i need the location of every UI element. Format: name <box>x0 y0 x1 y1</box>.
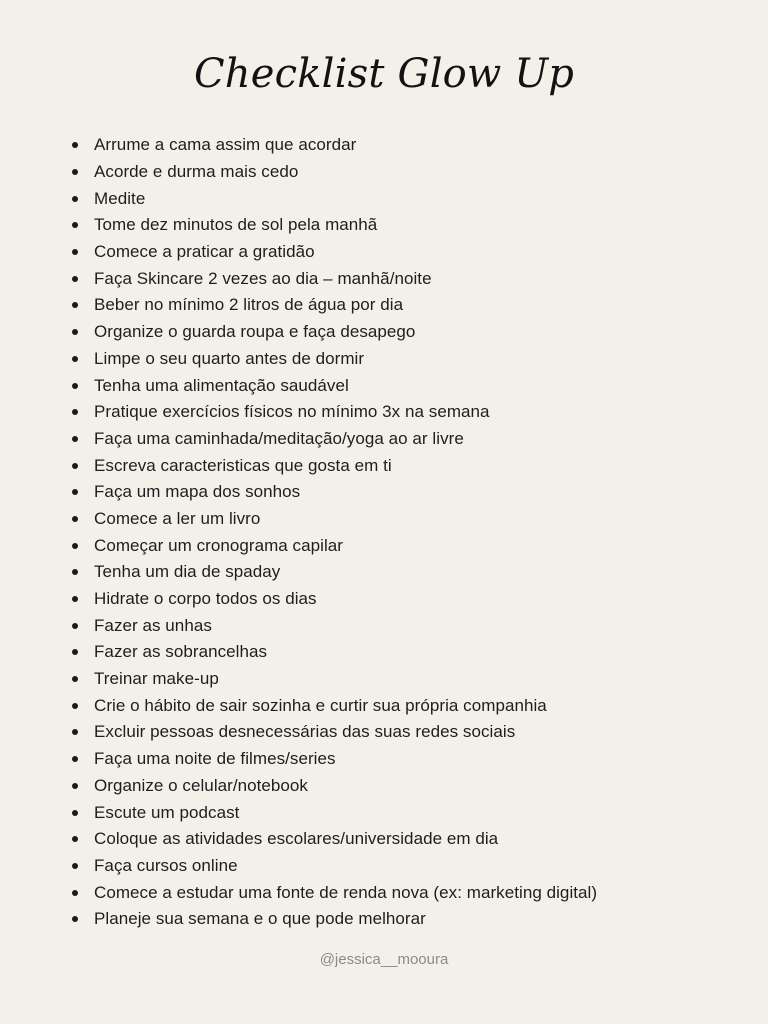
checklist-item-text: Faça uma caminhada/meditação/yoga ao ar livre <box>94 428 464 448</box>
checklist-item-text: Tome dez minutos de sol pela manhã <box>94 215 378 235</box>
bullet-dot-icon <box>72 810 78 816</box>
checklist-item-text: Pratique exercícios físicos no mínimo 3x na semana <box>94 402 490 422</box>
checklist-item-text: Limpe o seu quarto antes de dormir <box>94 348 365 368</box>
bullet-dot-icon <box>72 249 78 255</box>
bullet-dot-icon <box>72 543 78 549</box>
checklist-item-text: Treinar make-up <box>94 669 219 689</box>
bullet-dot-icon <box>72 329 78 335</box>
checklist <box>72 132 752 933</box>
checklist-item <box>72 853 752 880</box>
checklist-item <box>72 879 752 906</box>
bullet-dot-icon <box>72 489 78 495</box>
checklist-item-text: Comece a ler um livro <box>94 508 261 528</box>
bullet-dot-icon <box>72 703 78 709</box>
checklist-item-text: Hidrate o corpo todos os dias <box>94 589 317 609</box>
bullet-dot-icon <box>72 596 78 602</box>
checklist-item <box>72 479 752 506</box>
bullet-dot-icon <box>72 436 78 442</box>
bullet-dot-icon <box>72 649 78 655</box>
checklist-item-text: Coloque as atividades escolares/universidade em dia <box>94 829 499 849</box>
checklist-item <box>72 212 752 239</box>
checklist-item-text: Organize o guarda roupa e faça desapego <box>94 322 416 342</box>
checklist-item <box>72 159 752 186</box>
checklist-item <box>72 372 752 399</box>
checklist-item <box>72 532 752 559</box>
bullet-dot-icon <box>72 890 78 896</box>
bullet-dot-icon <box>72 516 78 522</box>
checklist-item-text: Beber no mínimo 2 litros de água por dia <box>94 295 404 315</box>
checklist-item-text: Tenha uma alimentação saudável <box>94 375 349 395</box>
checklist-item <box>72 612 752 639</box>
bullet-dot-icon <box>72 222 78 228</box>
checklist-item-text: Faça um mapa dos sonhos <box>94 482 301 502</box>
bullet-dot-icon <box>72 783 78 789</box>
checklist-item <box>72 826 752 853</box>
checklist-item <box>72 799 752 826</box>
checklist-item-text: Escute um podcast <box>94 802 240 822</box>
checklist-item-text: Excluir pessoas desnecessárias das suas redes sociais <box>94 722 516 742</box>
checklist-item-text: Faça Skincare 2 vezes ao dia – manhã/noite <box>94 268 432 288</box>
page-title: Checklist Glow Up <box>193 51 575 97</box>
checklist-item <box>72 506 752 533</box>
bullet-dot-icon <box>72 836 78 842</box>
checklist-item <box>72 773 752 800</box>
bullet-dot-icon <box>72 302 78 308</box>
checklist-item <box>72 292 752 319</box>
bullet-dot-icon <box>72 863 78 869</box>
bullet-dot-icon <box>72 409 78 415</box>
checklist-item <box>72 452 752 479</box>
checklist-item-text: Arrume a cama assim que acordar <box>94 135 357 155</box>
checklist-item <box>72 666 752 693</box>
bullet-dot-icon <box>72 569 78 575</box>
checklist-item-text: Começar um cronograma capilar <box>94 535 343 555</box>
bullet-dot-icon <box>72 142 78 148</box>
checklist-item-text: Tenha um dia de spaday <box>94 562 281 582</box>
checklist-item <box>72 346 752 373</box>
bullet-dot-icon <box>72 463 78 469</box>
bullet-dot-icon <box>72 383 78 389</box>
bullet-dot-icon <box>72 729 78 735</box>
checklist-item <box>72 265 752 292</box>
checklist-item-text: Comece a praticar a gratidão <box>94 242 315 262</box>
checklist-item-text: Fazer as unhas <box>94 615 212 635</box>
bullet-dot-icon <box>72 676 78 682</box>
checklist-item <box>72 399 752 426</box>
checklist-item-text: Faça cursos online <box>94 855 238 875</box>
bullet-dot-icon <box>72 623 78 629</box>
bullet-dot-icon <box>72 196 78 202</box>
checklist-item <box>72 132 752 159</box>
checklist-item-text: Organize o celular/notebook <box>94 775 308 795</box>
checklist-item-text: Escreva caracteristicas que gosta em ti <box>94 455 392 475</box>
checklist-item-text: Fazer as sobrancelhas <box>94 642 268 662</box>
checklist-item-text: Medite <box>94 188 146 208</box>
bullet-dot-icon <box>72 169 78 175</box>
checklist-item <box>72 692 752 719</box>
checklist-item <box>72 239 752 266</box>
checklist-item <box>72 906 752 933</box>
checklist-item-text: Crie o hábito de sair sozinha e curtir sua própria companhia <box>94 695 547 715</box>
checklist-item-text: Acorde e durma mais cedo <box>94 162 299 182</box>
bullet-dot-icon <box>72 276 78 282</box>
checklist-item <box>72 586 752 613</box>
checklist-item <box>72 426 752 453</box>
checklist-item-text: Planeje sua semana e o que pode melhorar <box>94 909 426 929</box>
bullet-dot-icon <box>72 916 78 922</box>
checklist-item <box>72 746 752 773</box>
checklist-item <box>72 185 752 212</box>
author-handle: @jessica__mooura <box>319 951 449 968</box>
checklist-item <box>72 559 752 586</box>
bullet-dot-icon <box>72 756 78 762</box>
checklist-item-text: Faça uma noite de filmes/series <box>94 749 336 769</box>
checklist-item <box>72 319 752 346</box>
checklist-item-text: Comece a estudar uma fonte de renda nova (ex: marketing digital) <box>94 882 598 902</box>
bullet-dot-icon <box>72 356 78 362</box>
checklist-item <box>72 719 752 746</box>
checklist-item <box>72 639 752 666</box>
